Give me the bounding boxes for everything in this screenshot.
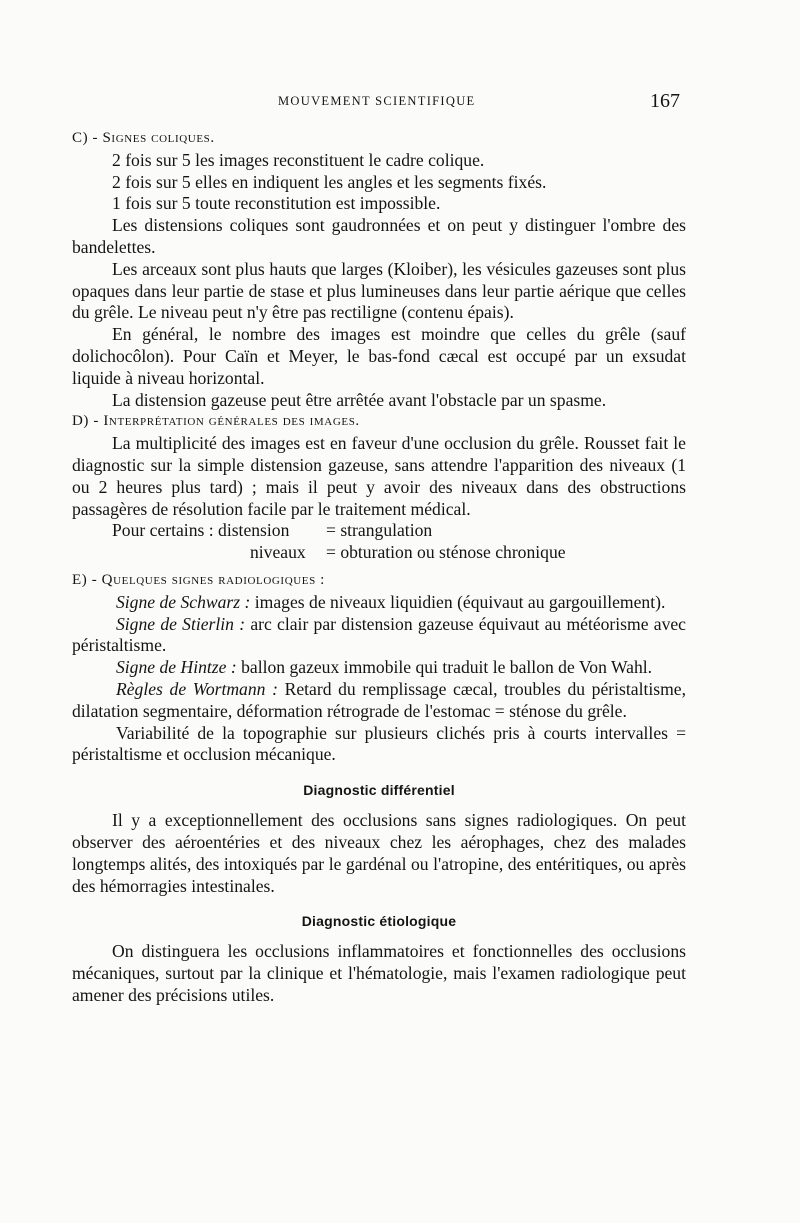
sign-name: Signe de Schwarz : — [116, 591, 251, 612]
formula-right: = strangulation — [326, 520, 433, 541]
sign-name: Signe de Hintze : — [116, 657, 237, 678]
section-heading-c: C) - Signes coliques. — [72, 130, 215, 146]
formula-line-2 — [72, 542, 686, 564]
paragraph: La distension gazeuse peut être arrêtée avant l'obstacle par un spasme. — [112, 389, 607, 410]
body-text — [72, 128, 686, 1007]
list-item: 2 fois sur 5 elles en indiquent les angles et les segments fixés. — [112, 171, 547, 192]
section-heading-e: E) - Quelques signes radiologiques : — [72, 571, 325, 588]
sign-description: ballon gazeux immobile qui traduit le ballon de Von Wahl. — [236, 657, 653, 678]
formula-left: Pour certains : distension — [112, 520, 290, 541]
page-number: 167 — [650, 90, 680, 112]
heading-diagnostic-etiologique: Diagnostic étiologique — [301, 913, 457, 930]
sign-description: Retard du remplissage cæcal, troubles du péristaltisme, dilatation segmentaire, déformation rétrograde de l'estomac = sténose du grêle. — [72, 678, 686, 721]
list-item: 1 fois sur 5 toute reconstitution est impossible. — [112, 193, 441, 214]
formula-right: = obturation ou sténose chronique — [326, 542, 566, 563]
heading-diagnostic-differentiel: Diagnostic différentiel — [303, 782, 455, 799]
list-item: 2 fois sur 5 les images reconstituent le cadre colique. — [112, 149, 485, 170]
paragraph: Variabilité de la topographie sur plusieurs clichés pris à courts intervalles = péristaltisme et occlusion mécanique. — [72, 722, 686, 765]
sign-name: Signe de Stierlin : — [116, 613, 246, 634]
paragraph: Les arceaux sont plus hauts que larges (Kloiber), les vésicules gazeuses sont plus opaques dans leur partie de stase et plus lumineuses dans leur partie aérique que celles du grêle. Le niveau peut n'y être pas rectiligne (contenu épais). — [72, 258, 686, 323]
sign-name: Règles de Wortmann : — [116, 678, 278, 699]
formula-left: niveaux — [250, 542, 306, 563]
sign-description: images de niveaux liquidien (équivaut au gargouillement). — [250, 591, 666, 612]
sign-item — [72, 592, 686, 614]
paragraph: On distinguera les occlusions inflammatoires et fonctionnelles des occlusions mécaniques, surtout par la clinique et l'hématologie, mais l'examen radiologique peut amener des précisions utiles. — [72, 941, 686, 1005]
paragraph: Il y a exceptionnellement des occlusions sans signes radiologiques. On peut observer des aéroentéries et des niveaux chez les aérophages, chez des malades longtemps alités, des intoxiqués par le gardénal ou l'atropine, des entéritiques, ou après des hémorragies intestinales. — [72, 810, 686, 896]
paragraph: En général, le nombre des images est moindre que celles du grêle (sauf dolichocôlon). Pour Caïn et Meyer, le bas-fond cæcal est occupé par un exsudat liquide à niveau horizontal. — [72, 324, 686, 388]
paragraph: Les distensions coliques sont gaudronnées et on peut y distinguer l'ombre des bandelettes. — [72, 215, 686, 257]
formula-line-1 — [72, 520, 686, 542]
paragraph: La multiplicité des images est en faveur d'une occlusion du grêle. Rousset fait le diagnostic sur la simple distension gazeuse, sans attendre l'apparition des niveaux (1 ou 2 heures plus tard) ; mais il peut y avoir des niveaux dans des obstructions passagères de résolution facile par le traitement médical. — [72, 433, 686, 519]
sign-item — [72, 657, 686, 679]
sign-item — [72, 679, 686, 723]
sign-item — [72, 614, 686, 658]
running-title: MOUVEMENT SCIENTIFIQUE — [278, 94, 476, 108]
sign-description: arc clair par distension gazeuse équivaut au météorisme avec péristaltisme. — [72, 613, 686, 656]
running-head — [0, 90, 800, 114]
section-heading-d: D) - Interprétation générales des images. — [72, 413, 360, 430]
